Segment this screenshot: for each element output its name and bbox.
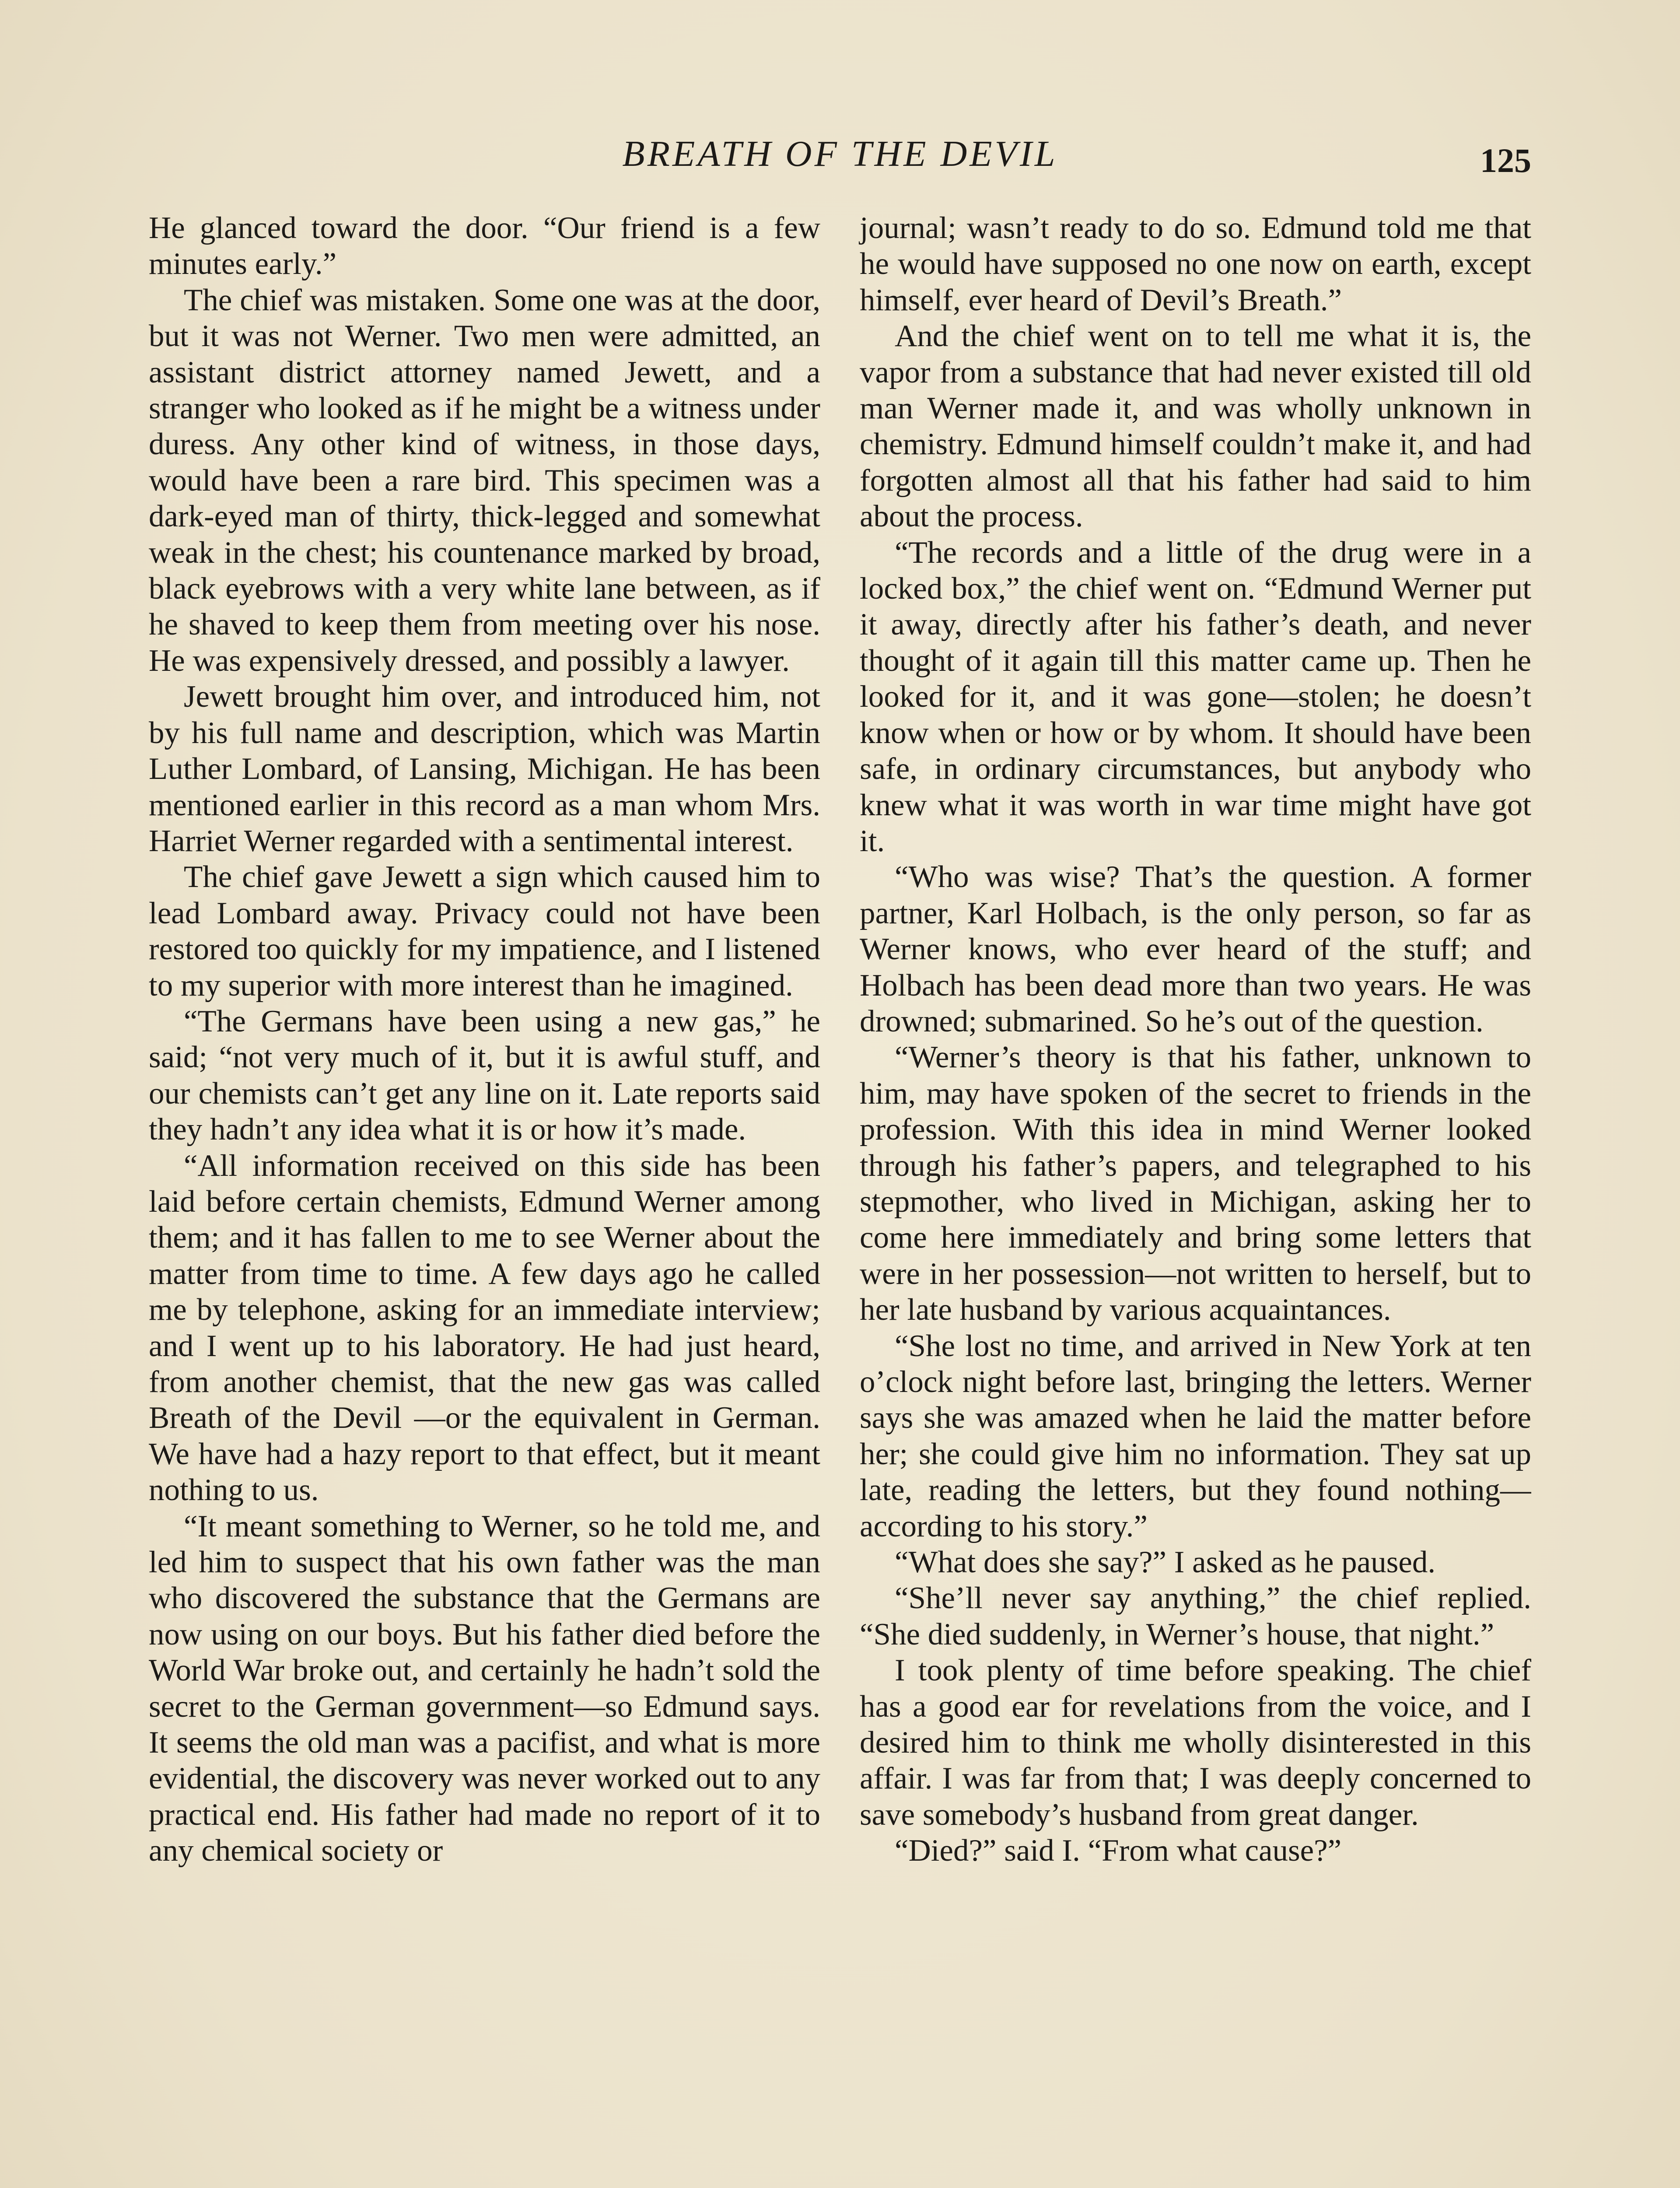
- left-column: [149, 210, 820, 2188]
- paragraph: “What does she say?” I asked as he paused.: [895, 1545, 1436, 1580]
- paragraph: The chief was mistaken. Some one was at the door, but it was not Werner. Two men were admitted, an assistant district attorney named Jewett, and a stranger who looked as if he might be a witness under duress. Any other kind of witness, in those days, would have been a rare bird. This specimen was a dark-eyed man of thirty, thick-legged and somewhat weak in the chest; his countenance marked by broad, black eyebrows with a very white lane between, as if he shaved to keep them from meeting over his nose. He was expensively dressed, and possibly a lawyer.: [149, 283, 820, 678]
- paragraph: “She lost no time, and arrived in New York at ten o’clock night before last, bringing the letters. Werner says she was amazed when he laid the matter before her; she could give him no information. They sat up late, reading the letters, but they found nothing—according to his story.”: [860, 1329, 1531, 1543]
- paragraph: “The records and a little of the drug were in a locked box,” the chief went on. “Edmund Werner put it away, directly after his father’s death, and never thought of it again till this matter came up. Then he looked for it, and it was gone—stolen; he doesn’t know when or how or by whom. It should have been safe, in ordinary circumstances, but anybody who knew what it was worth in war time might have got it.: [860, 535, 1531, 858]
- paragraph: “The Germans have been using a new gas,” he said; “not very much of it, but it is awful stuff, and our chemists can’t get any line on it. Late reports said they hadn’t any idea what it is or how it’s made.: [149, 1004, 820, 1147]
- paragraph: “It meant something to Werner, so he told me, and led him to suspect that his own father was the man who discovered the substance that the Germans are now using on our boys. But his father died before the World War broke out, and certainly he hadn’t sold the secret to the German government—so Edmund says. It seems the old man was a pacifist, and what is more evidential, the discovery was never worked out to any practical end. His father had made no report of it to any chemical society or: [149, 1509, 820, 1868]
- paragraph: He glanced toward the door. “Our friend is a few minutes early.”: [149, 211, 820, 281]
- paragraph: “All information received on this side has been laid before certain chemists, Edmund Werner among them; and it has fallen to me to see Werner about the matter from time to time. A few days ago he called me by telephone, asking for an immediate interview; and I went up to his laboratory. He had just heard, from another chemist, that the new gas was called Breath of the Devil —or the equivalent in German. We have had a hazy report to that effect, but it meant nothing to us.: [149, 1148, 820, 1508]
- paragraph: And the chief went on to tell me what it is, the vapor from a substance that had never existed till old man Werner made it, and was wholly unknown in chemistry. Edmund himself couldn’t make it, and had forgotten almost all that his father had said to him about the process.: [860, 319, 1531, 534]
- paragraph: I took plenty of time before speaking. The chief has a good ear for revelations from the voice, and I desired him to think me wholly disinterested in this affair. I was far from that; I was deeply concerned to save somebody’s husband from great danger.: [860, 1653, 1531, 1832]
- paragraph: journal; wasn’t ready to do so. Edmund told me that he would have supposed no one now on earth, except himself, ever heard of Devil’s Breath.”: [860, 211, 1531, 317]
- paragraph: Jewett brought him over, and introduced him, not by his full name and description, which was Martin Luther Lombard, of Lansing, Michigan. He has been mentioned earlier in this record as a man whom Mrs. Harriet Werner regarded with a sentimental interest.: [149, 680, 820, 858]
- page-number: 125: [1480, 141, 1531, 179]
- paragraph: The chief gave Jewett a sign which caused him to lead Lombard away. Privacy could not have been restored too quickly for my impatience, and I listened to my superior with more interest than he imagined.: [149, 860, 820, 1003]
- paragraph: “Died?” said I. “From what cause?”: [895, 1834, 1342, 1868]
- body-text: [149, 210, 1531, 2188]
- page-header: [149, 131, 1531, 179]
- right-column: [860, 210, 1531, 2188]
- paragraph: “Who was wise? That’s the question. A former partner, Karl Holbach, is the only person, so far as Werner knows, who ever heard of the stuff; and Holbach has been dead more than two years. He was drowned; submarined. So he’s out of the question.: [860, 860, 1531, 1038]
- paragraph: “Werner’s theory is that his father, unknown to him, may have spoken of the secret to friends in the profession. With this idea in mind Werner looked through his father’s papers, and telegraphed to his stepmother, who lived in Michigan, asking her to come here immediately and bring some letters that were in her possession—not written to herself, but to her late husband by various acquaintances.: [860, 1040, 1531, 1327]
- paragraph: “She’ll never say anything,” the chief replied. “She died suddenly, in Werner’s house, that night.”: [860, 1581, 1531, 1652]
- running-title: BREATH OF THE DEVIL: [622, 133, 1058, 174]
